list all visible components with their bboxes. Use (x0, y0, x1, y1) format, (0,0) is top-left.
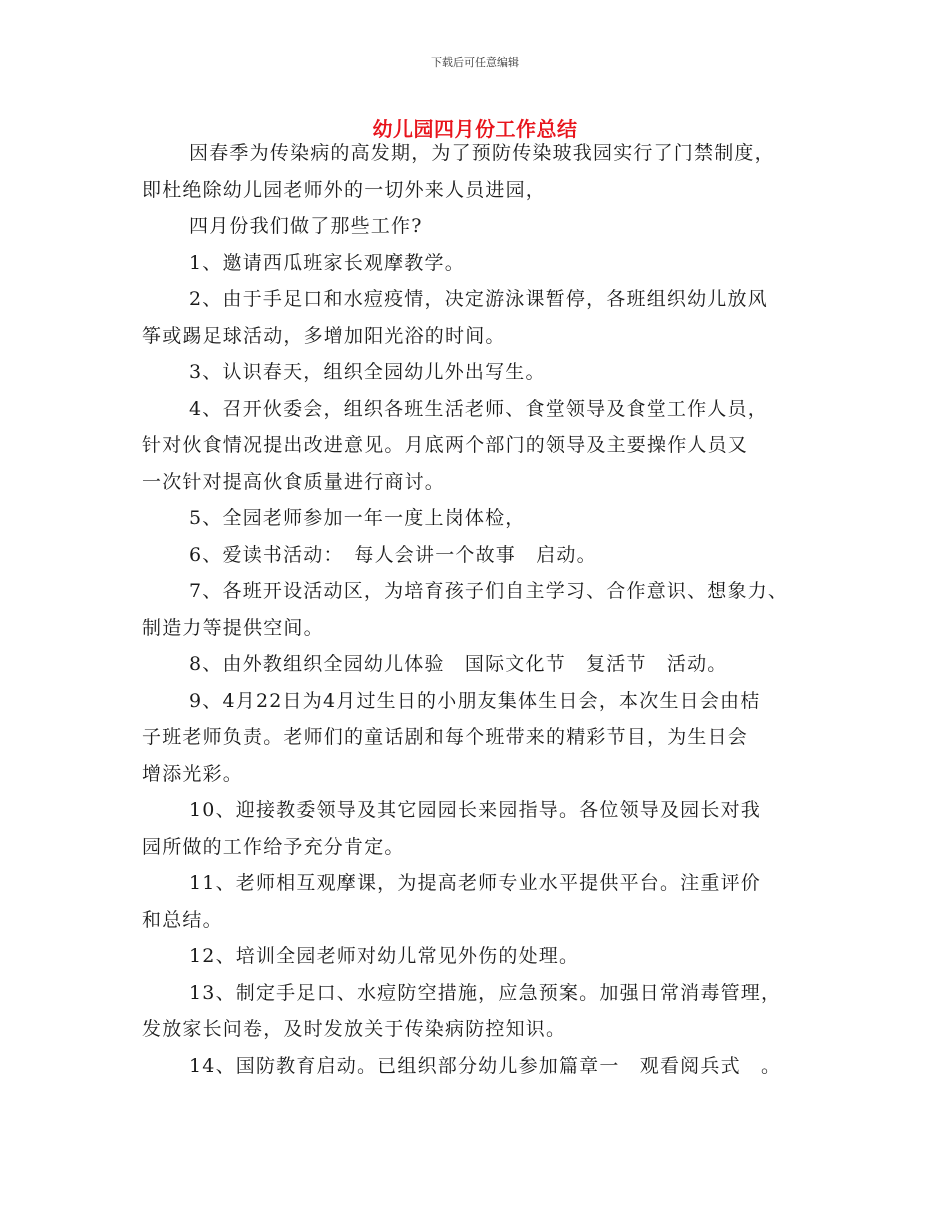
paragraph-line: 10、迎接教委领导及其它园园长来园指导。各位领导及园长对我 (189, 799, 761, 821)
paragraph-line: 7、各班开设活动区，为培育孩子们自主学习、合作意识、想象力、 (189, 580, 789, 602)
paragraph (142, 1048, 822, 1085)
paragraph (142, 865, 822, 938)
paragraph (142, 391, 822, 501)
paragraph-line: 增添光彩。 (142, 762, 244, 785)
paragraph (142, 500, 822, 537)
paragraph-line: 一次针对提高伙食质量进行商讨。 (142, 470, 446, 493)
paragraph-line: 和总结。 (142, 908, 223, 931)
paragraph-line: 1、邀请西瓜班家长观摩教学。 (189, 251, 465, 274)
paragraph-line: 筝或踢足球活动，多增加阳光浴的时间。 (142, 324, 506, 347)
paragraph-line: 14、国防教育启动。已组织部分幼儿参加篇章一 观看阅兵式 。 (189, 1054, 782, 1077)
paragraph (142, 208, 822, 245)
paragraph-line: 8、由外教组织全园幼儿体验 国际文化节 复活节 活动。 (189, 653, 728, 675)
paragraph-line: 2、由于手足口和水痘疫情，决定游泳课暂停，各班组织幼儿放风 (189, 288, 768, 310)
paragraph-line: 因春季为传染病的高发期，为了预防传染玻我园实行了门禁制度， (189, 142, 775, 164)
paragraph-line: 5、全园老师参加一年一度上岗体检， (189, 507, 526, 529)
paragraph-line: 9、4月22日为4月过生日的小朋友集体生日会，本次生日会由桔 (189, 689, 761, 712)
paragraph-line: 四月份我们做了那些工作? (189, 215, 423, 237)
paragraph (142, 573, 822, 646)
document-body (142, 135, 822, 1084)
paragraph-line: 针对伙食情况提出改进意见。月底两个部门的领导及主要操作人员又 (142, 434, 749, 456)
paragraph-line: 即杜绝除幼儿园老师外的一切外来人员进园， (142, 178, 547, 201)
paragraph-line: 子班老师负责。老师们的童话剧和每个班带来的精彩节目，为生日会 (142, 726, 749, 748)
paragraph (142, 792, 822, 865)
paragraph-line: 3、认识春天，组织全园幼儿外出写生。 (189, 361, 546, 383)
header-note: 下载后可任意编辑 (431, 56, 519, 69)
paragraph (142, 975, 822, 1048)
paragraph-line: 园所做的工作给予充分肯定。 (142, 835, 405, 858)
document-title: 幼儿园四月份工作总结 (372, 117, 578, 141)
paragraph (142, 354, 822, 391)
paragraph-line: 6、爱读书活动： 每人会讲一个故事 启动。 (189, 543, 597, 566)
paragraph (142, 281, 822, 354)
paragraph (142, 683, 822, 793)
paragraph (142, 537, 822, 574)
paragraph-line: 发放家长问卷，及时发放关于传染病防控知识。 (142, 1018, 567, 1040)
paragraph-line: 11、老师相互观摩课，为提高老师专业水平提供平台。注重评价 (189, 872, 761, 894)
paragraph (142, 135, 822, 208)
paragraph (142, 646, 822, 683)
paragraph-line: 制造力等提供空间。 (142, 616, 324, 639)
paragraph-line: 12、培训全园老师对幼儿常见外伤的处理。 (189, 945, 580, 967)
paragraph-line: 13、制定手足口、水痘防空措施，应急预案。加强日常消毒管理， (189, 981, 782, 1004)
paragraph (142, 245, 822, 282)
paragraph-line: 4、召开伙委会，组织各班生活老师、食堂领导及食堂工作人员， (189, 397, 768, 420)
paragraph (142, 938, 822, 975)
